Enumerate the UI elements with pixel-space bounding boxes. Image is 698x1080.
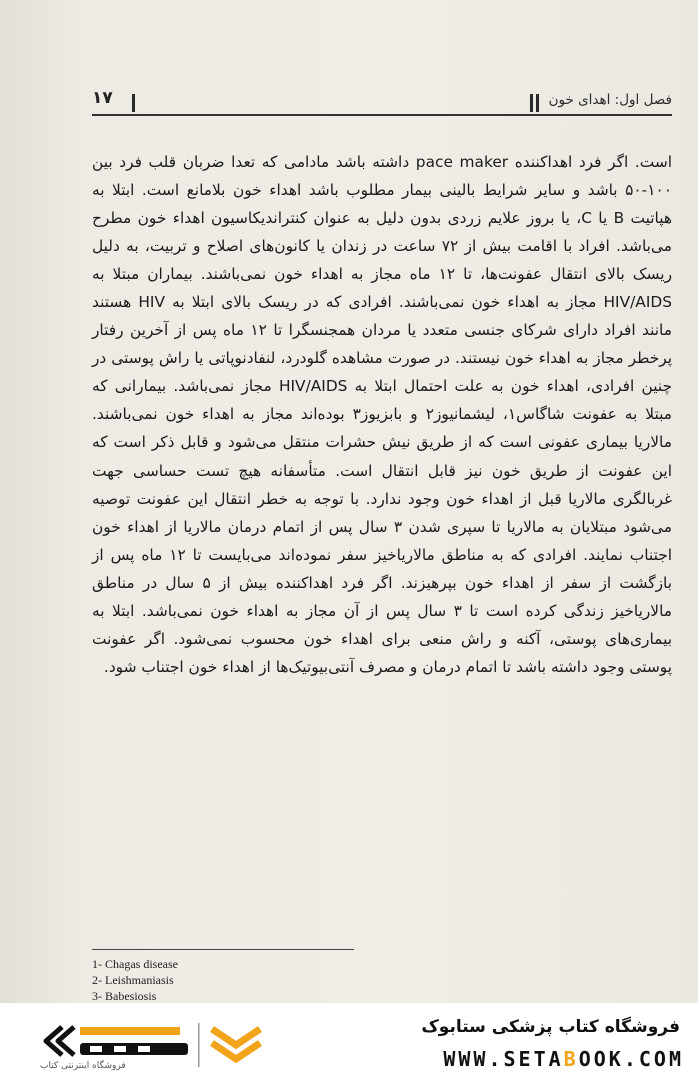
header-bar-decoration xyxy=(530,94,533,112)
store-url-suffix: OOK.COM xyxy=(578,1047,684,1071)
footnote-2: 2- Leishmaniasis xyxy=(92,973,174,987)
header-bar-decoration xyxy=(536,94,539,112)
store-url-highlight: B xyxy=(563,1047,579,1071)
logo-tagline: فروشگاه اینترنتی کتاب xyxy=(40,1061,126,1071)
store-url-prefix: WWW.SETA xyxy=(443,1047,564,1071)
footnote-3: 3- Babesiosis xyxy=(92,989,157,1003)
header-rule xyxy=(92,114,672,116)
page-header xyxy=(92,86,672,120)
footnote-divider xyxy=(92,949,354,950)
header-bar-decoration xyxy=(132,94,135,112)
footnote-1: 1- Chagas disease xyxy=(92,957,178,971)
page-number: ۱۷ xyxy=(92,88,113,108)
store-name: فروشگاه کتاب پزشکی ستابوک xyxy=(421,1017,680,1037)
footnotes xyxy=(92,956,392,1003)
store-url xyxy=(443,1047,684,1071)
body-paragraph: است. اگر فرد اهداکننده pace maker داشته باشد مادامی که تعدا ضربان قلب فرد بین ۱۰۰-۵۰ باشد و سایر شرایط بالینی بیمار مطلوب باشد اهداء خون بلامانع است. ابتلا به هپاتیت B یا C، یا بروز علایم زردی بدون دلیل به عنوان کنترانديكاسيون اهداء خون مطرح می‌باشد. افراد با اقامت بیش از ۷۲ ساعت در زندان یا کانون‌های اصلاح و تربیت، به دلیل ریسک بالای انتقال عفونت‌ها، تا ۱۲ ماه مجاز به اهداء خون نمی‌باشند. بیماران مبتلا به HIV/AIDS مجاز به اهداء خون نمی‌باشند. افرادی که در ریسک بالای ابتلا به HIV هستند مانند افراد دارای شرکای جنسی متعدد یا مردان همجنسگرا تا ۱۲ ماه پس از آخرین رفتار پرخطر مجاز به اهداء خون نیستند. در صورت مشاهده گلودرد، لنفادنوپاتی یا راش پوستی در چنین افرادی، اهداء خون به علت احتمال ابتلا به HIV/AIDS مجاز نمی‌باشد. بیمارانی که مبتلا به عفونت شاگاس۱، لیشمانیوز۲ و بابزیوز۳ بوده‌اند مجاز به اهداء خون نمی‌باشند. مالاریا بیماری عفونی است که از طریق نیش حشرات منتقل می‌شود و قابل ذکر است که این عفونت از طریق خون نیز قابل انتقال است. متأسفانه هیچ تست حساسی جهت غربالگری مالاریا قبل از اهداء خون وجود ندارد. با توجه به خطر انتقال این عفونت توصیه می‌شود مبتلایان به مالاریا تا سپری شدن ۳ سال پس از اتمام درمان مالاریا از اهداء خون اجتناب نمایند. افرادی که به مناطق مالاریاخیز سفر نموده‌اند می‌بایست تا ۱۲ ماه پس از بازگشت از سفر از اهداء خون بپرهیزند. اگر فرد اهداکننده بیش از ۵ سال در مناطق مالاریاخیز زندگی کرده است تا ۳ سال پس از آن مجاز به اهداء خون نمی‌باشد. ابتلا به بیماری‌های پوستی، آکنه و راش منعی برای اهداء خون محسوب نمی‌شود. اگر عفونت پوستی وجود داشته باشد تا اتمام درمان و مصرف آنتی‌بیوتیک‌ها از اهداء خون اجتناب شود. xyxy=(92,153,673,676)
body-text xyxy=(92,148,672,681)
store-banner xyxy=(0,1003,698,1080)
chapter-title: فصل اول: اهدای خون xyxy=(548,92,672,108)
